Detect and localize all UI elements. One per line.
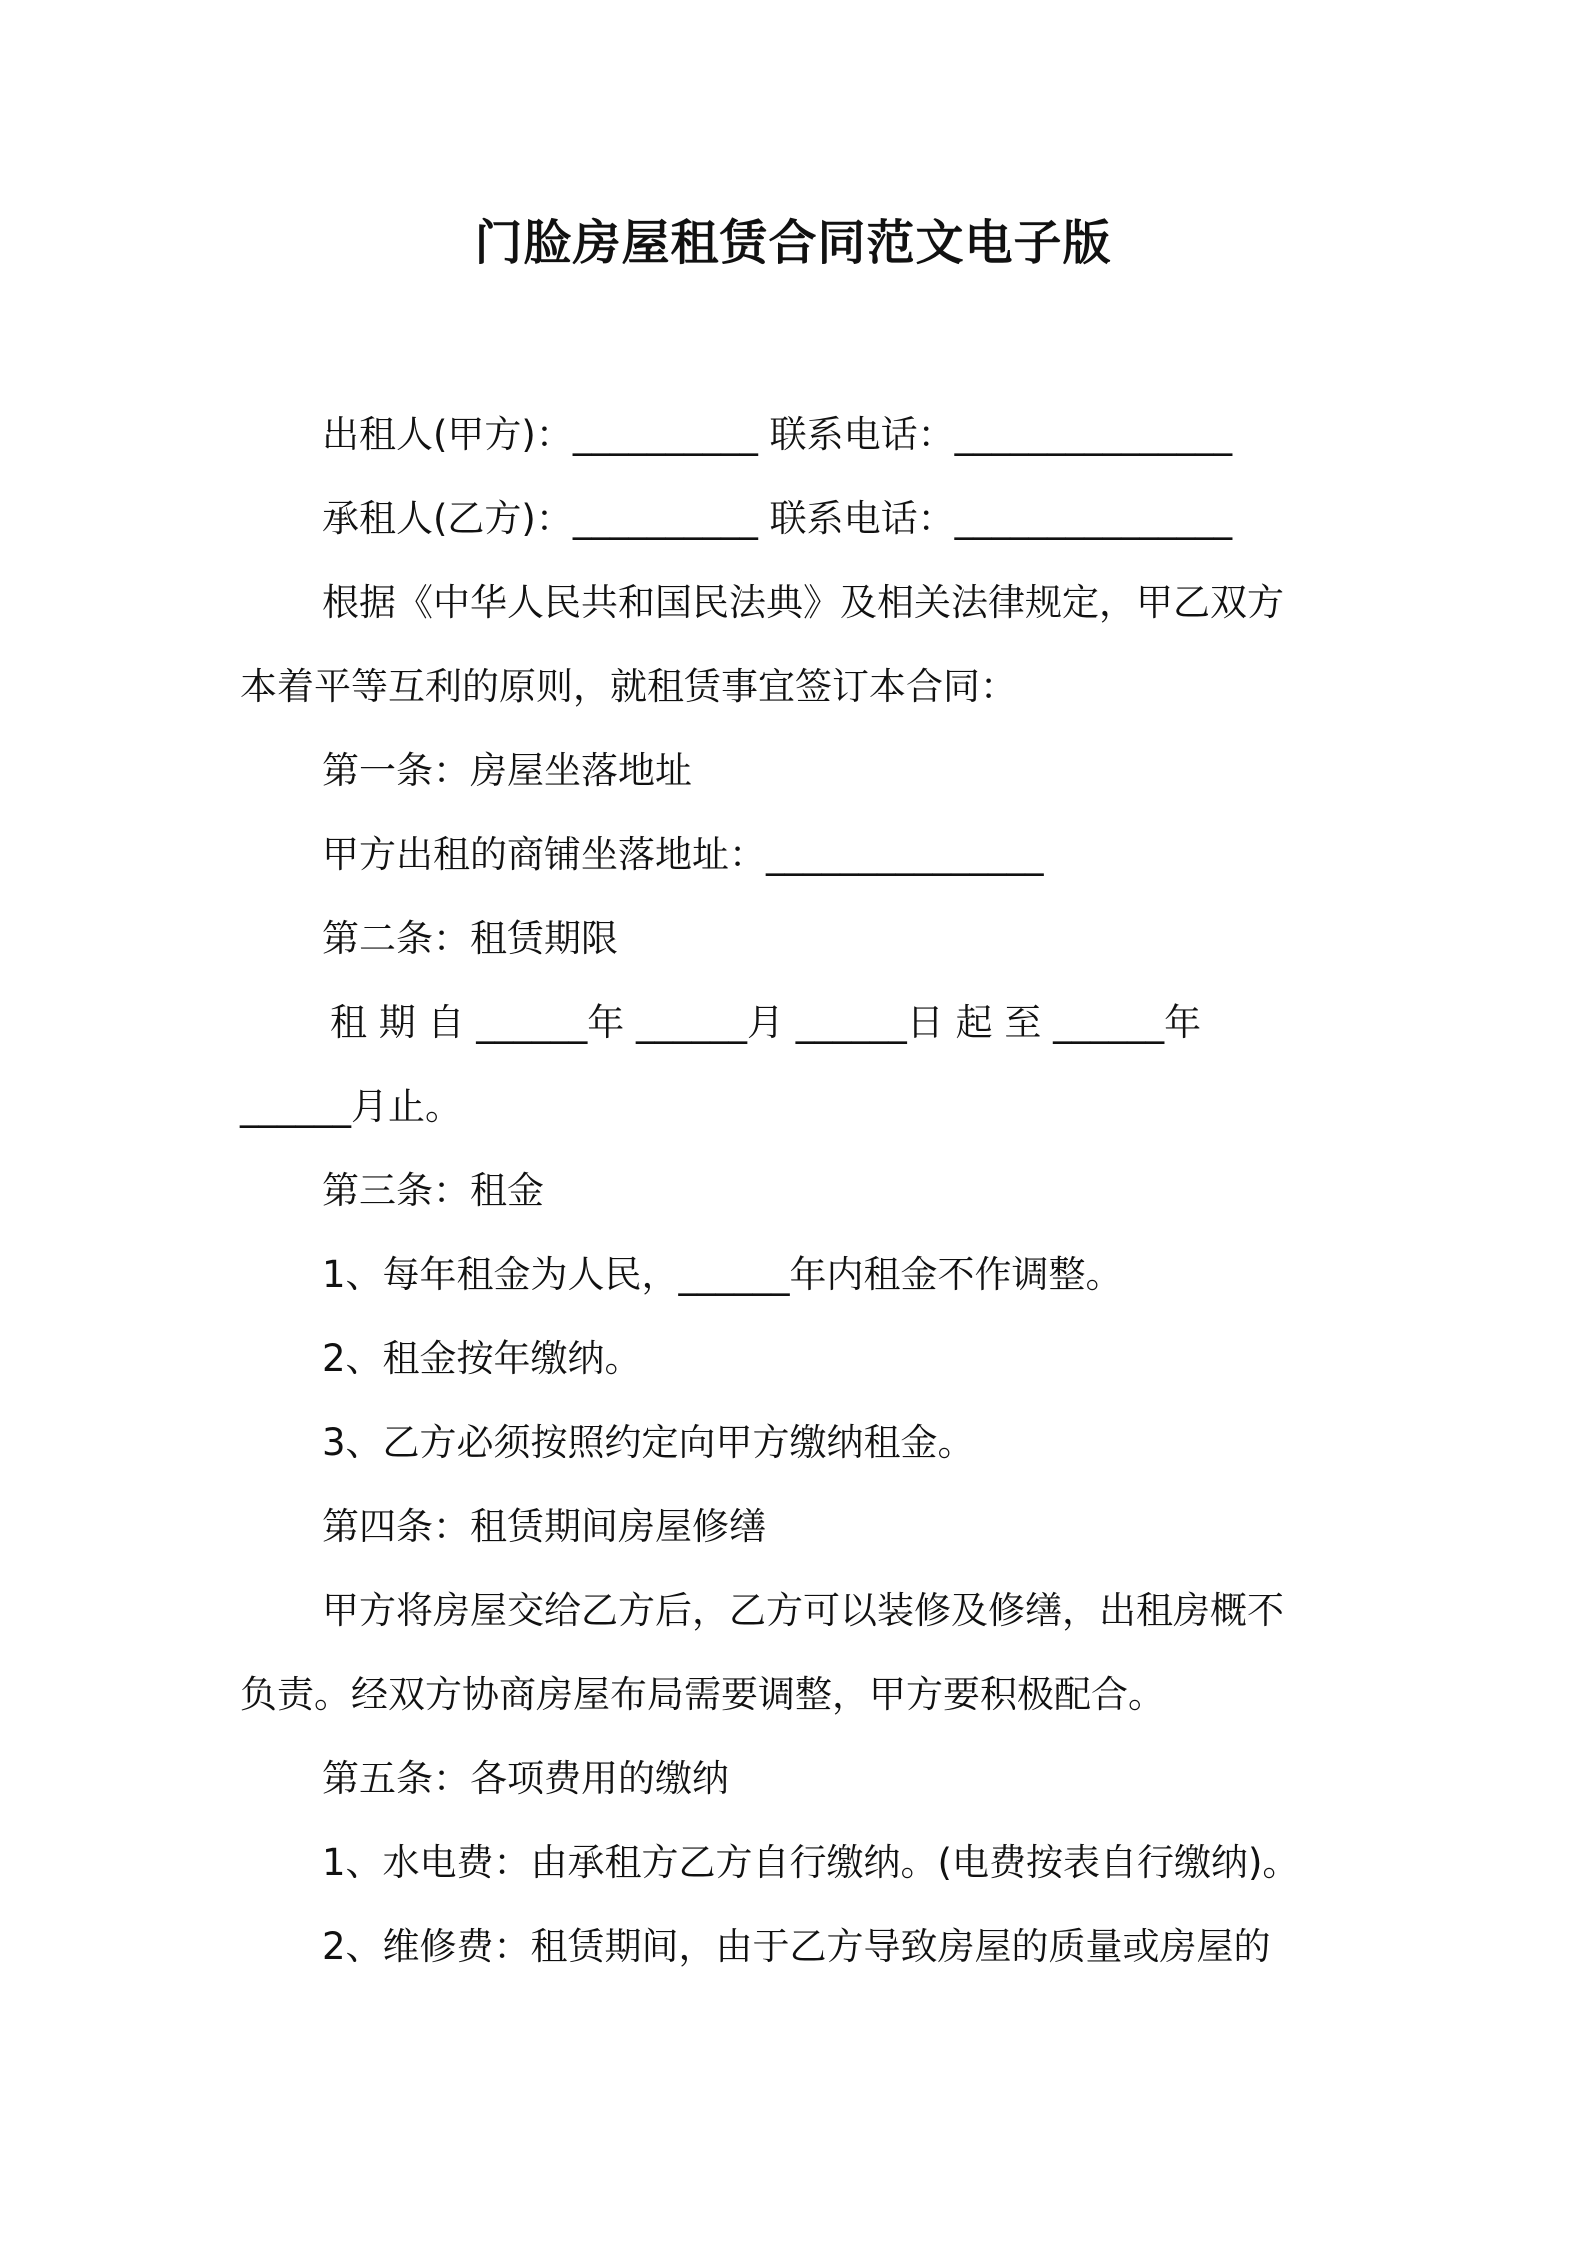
document-title: 门脸房屋租赁合同范文电子版 xyxy=(474,215,1112,271)
document-page: 门脸房屋租赁合同范文电子版 出租人(甲方)：__________ 联系电话：_______________ 承租人(乙方)：__________ 联系电话：_______________ 根据《中华人民共和国民法典》及相关法律规定，甲乙双方 本着平等互利的原则，就租赁事宜签订本合同： 第一条：房屋坐落地址 甲方出租的商铺坐落地址：_______________ 第二条：租赁期限 租 期 自 ______年 ______月 ______日 起 至 ______年 ______月止。 第三条：租金 1、每年租金为人民，______年内租金不作调整。 2、租金按年缴纳。 3、乙方必须按照约定向甲方缴纳租金。 第四条：租赁期间房屋修缮 甲方将房屋交给乙方后，乙方可以装修及修缮，出租房概不 负责。经双方协商房屋布局需要调整，甲方要积极配合。 第五条：各项费用的缴纳 1、水电费：由承租方乙方自行缴纳。(电费按表自行缴纳)。 2、维修费：租赁期间，由于乙方导致房屋的质量或房屋的 xyxy=(0,0,1586,2244)
